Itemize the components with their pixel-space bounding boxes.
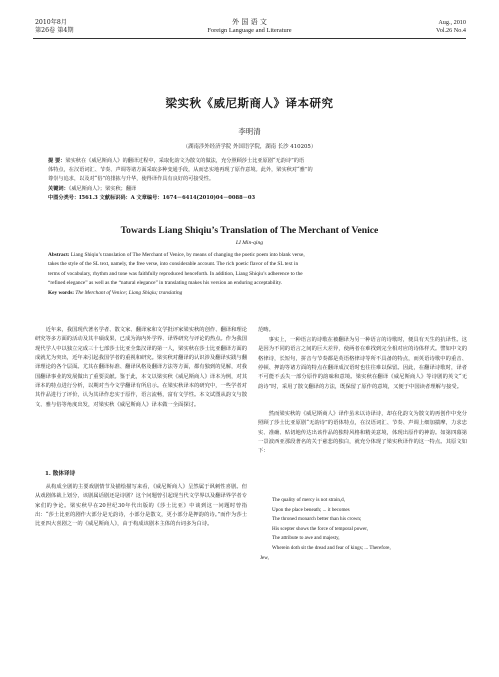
author-en: LI Min-qing bbox=[235, 240, 264, 246]
abstract-en-line-1: Liang Shiqiu’s translation of The Merchant of Venice, by means of changing the poetic poem into blank verse, bbox=[70, 252, 305, 258]
header-rule bbox=[33, 38, 466, 39]
body-paragraph: 然而梁实秋的《威尼斯商人》译作虽未以诗译诗，却在化韵文为散文的再创作中充分照顾了莎士比亚原剧“无韵诗”的语体特点，在汉语词汇、节奏、声调上细加揣摩，力求忠实、准确、贴切地传达出该作品的独特风格和精美意境，体现出原作的神韵。如第四幕第一景波西亚那段著名的关于慈悲的独白，就充分体现了梁实秋译作的这一特点。其原文如下： bbox=[258, 411, 467, 455]
abstract-en-line-4: “refined elegance” as well as the “natural elegance” in translating makes his version an enduring acceptability. bbox=[48, 280, 283, 287]
body-left-column-intro bbox=[35, 326, 247, 466]
affiliation-cn: （湖南涉外经济学院 外国语学院，湖南 长沙 410205） bbox=[182, 144, 317, 150]
abstract-en bbox=[48, 251, 458, 298]
abstract-cn bbox=[48, 157, 458, 203]
poem-line: The attribute to awe and majesty, bbox=[272, 535, 340, 542]
author-cn: 李明清 bbox=[238, 127, 261, 136]
keywords-en: The Merchant of Venice; Liang Shiqiu; translating bbox=[75, 289, 183, 296]
poem-line: His scepter shows the force of temporal power, bbox=[272, 525, 368, 532]
header-issue: 第26卷 第4期 bbox=[35, 27, 74, 34]
journal-name-en: Foreign Language and Literature bbox=[207, 27, 292, 34]
body-paragraph: 从构成全剧的主要戏剧情节及描绘描写来看，《威尼斯商人》呈然属于讽刺性喜剧。但从戏剧体裁上划分，该剧属话剧还是诗剧？这个问题曾引起现当代文学界以及翻译界学者专家们的争论。梁实秋早在20世纪30年代出版的《莎士比亚》中谈到这一问题时曾指出：“莎士比亚的剧作大部分是无韵诗，小部分是散文，更小部分是押韵的诗。”而作为莎士比亚四大喜剧之一的《威尼斯商人》，由于构成该剧本主体的台词多为白诗。 bbox=[35, 484, 247, 528]
article-title-cn: 梁实秋《威尼斯商人》译本研究 bbox=[165, 96, 334, 110]
header-date-en: Aug., 2010 bbox=[438, 19, 466, 26]
body-left-column-section bbox=[35, 483, 247, 657]
abstract-label-cn: 提 要： bbox=[48, 158, 66, 164]
poem-line: Jew, bbox=[260, 554, 269, 561]
keywords-cn: 《威尼斯商人》；梁实秋；翻译 bbox=[68, 185, 137, 192]
poem-quote bbox=[260, 496, 472, 563]
abstract-en-line-2: takes the style of the SL text, namely, the free verse, into considerable account. The rich poetic flavor of the SL text in bbox=[48, 261, 299, 268]
header-date: 2010年8月 bbox=[35, 19, 68, 26]
keywords-label-en: Key words: bbox=[48, 289, 75, 296]
poem-line: Upon the place beneath; ... it becomes bbox=[272, 506, 350, 513]
abstract-en-line-3: terms of vocabulary, rhythm and tone was faithfully reproduced henceforth. In addition, Liang Shiqiu’s adherence to the bbox=[48, 270, 303, 277]
body-paragraph: 近年来，我国现代著名学者、散文家、翻译家和文学批评家梁实秋的创作、翻译和理论研究等多方面的活动及其丰硕成果，已成为海内外学界、译界研究与评论的热点。作为我国现代学人中以独立完成三十七部莎士比亚全集汉译的第一人，梁实秋在莎士比亚翻译方面的成就尤为突出，近年来引起我国学者的重视和研究。梁实秋对翻译的认识涉及翻译实践与翻译理论的各个层面。尤其在翻译标准、翻译风格及翻译方法等方面，都有独到的见解，对我国翻译事业的发展做出了重要贡献。鉴于此，本文以梁实秋《威尼斯商人》译本为例，对其译本的特点进行分析，以期对当今文学翻译有所启示。在梁实秋译本的研究中，一些学者对其作品进行了评价，认为其译作忠实于原作，语言流畅，富有文学性。本文试图从韵文与散文、雅与俗等角度出发，对梁实秋《威尼斯商人》译本做一全面探讨。 bbox=[35, 327, 247, 408]
abstract-cn-line-2: 体特点，在汉语词汇、节奏、声调等诸方面采取多种变通手段，从而忠实地再现了原作意境。此外，梁实秋对“雅”的 bbox=[48, 167, 313, 174]
poem-line: The throned monarch better than his crown; bbox=[272, 516, 362, 523]
classification-line: 中图分类号：I561.3 文献标识码：A 文章编号：1674－6414(2010)04－0088－03 bbox=[48, 194, 256, 201]
body-paragraph: 事实上，一种语言的诗歌在被翻译为另一种语言的诗歌时，便具有天生的抗译性。这是因为不同的语言之间的巨大差异，使两者在难找到完全相对应的诗体样式。譬如中文的格律诗，长短句，拼音与节奏都是英语格律诗等所不具备的特点，而英语诗歌中的重音、停顿、押韵等诸方面的特点在翻译成汉语时也往往难以保留。因此，在翻译诗歌时，译者不可能不丢失一部分原作的韵味和意境。梁实秋在翻译《威尼斯商人》等诗剧的英文“无韵诗”时，采用了散文翻译的方法，既保留了原作的意境，又便于中国读者理解与接受。 bbox=[258, 337, 467, 390]
body-right-column-p2 bbox=[258, 410, 467, 494]
journal-name-cn: 外 国 语 文 bbox=[232, 18, 267, 26]
body-line: 范畴。 bbox=[258, 327, 274, 333]
poem-line: The quality of mercy is not strain,d, bbox=[272, 497, 345, 503]
keywords-label-cn: 关键词： bbox=[48, 185, 69, 192]
abstract-cn-line-1: 梁实秋在《威尼斯商人》的翻译过程中，采取化韵文为散文的做法，充分照顾莎士比亚原剧“无韵诗”的语 bbox=[65, 158, 305, 164]
section-heading: 1. 散体译诗 bbox=[45, 471, 76, 477]
header-volume-en: Vol.26 No.4 bbox=[436, 27, 466, 34]
poem-line: Wherein doth sit the dread and fear of kings; ... Therefore, bbox=[272, 544, 391, 551]
abstract-label-en: Abstract: bbox=[48, 252, 70, 258]
body-right-column-p1 bbox=[258, 336, 467, 418]
abstract-cn-line-3: 尊崇与追求，以及对“俗”的排拣与升华，使得译作具有良好的可接受性。 bbox=[48, 176, 215, 183]
article-title-en: Towards Liang Shiqiu’s Translation of The Merchant of Venice bbox=[120, 225, 379, 236]
